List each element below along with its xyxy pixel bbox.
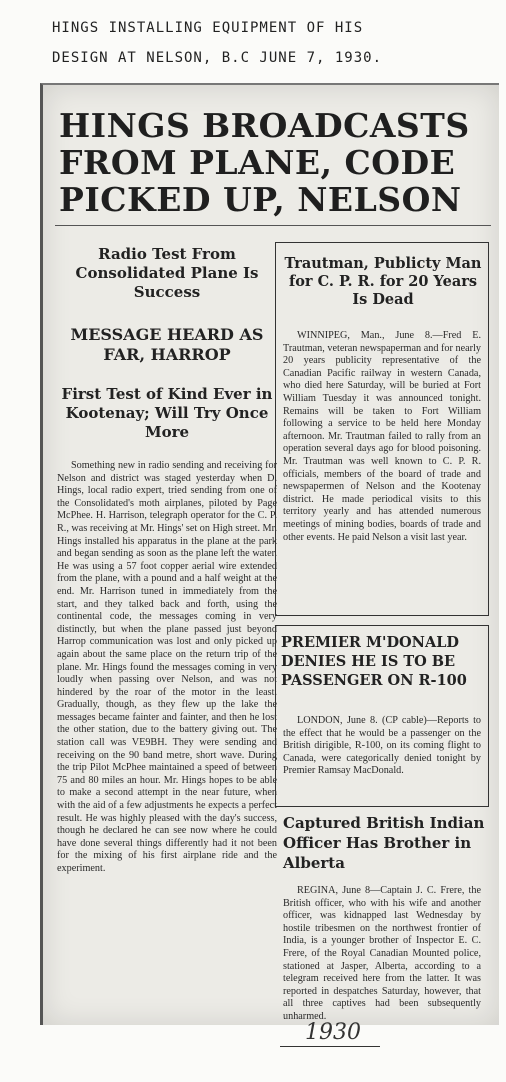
- trautman-text: WINNIPEG, Man., June 8.—Fred E. Trautman, veteran newspaperman and for nearly 20 years publicity representative of the Canadian Pacific railway in western Canada, who died here Saturday, will be buried at Fort William Tuesday it was announced tonight. Remains will be taken to Fort William following a service to be held here Monday afternoon. Mr. Trautman failed to rally from an operation several days ago for blood poisoning. Mr. Trautman was well known to C. P. R. officials, members of the board of trade and newspapermen of Nelson and the Kootenay district. He made periodical visits to this territory yearly and has attended numerous meetings of mining bodies, boards of trade and other events. He paid Nelson a visit last year.: [283, 330, 481, 543]
- main-headline: HINGS BROADCASTS FROM PLANE, CODE PICKED UP, NELSON: [59, 106, 470, 219]
- year-underline: [280, 1046, 380, 1047]
- trautman-body: [283, 330, 481, 610]
- british-text: REGINA, June 8—Captain J. C. Frere, the British officer, who with his wife and another officer, was kidnapped last Wednesday by hostile tribesmen on the northwest frontier of India, is a younger brother of Inspector E. C. Frere, of the Royal Canadian Mounted police, stationed at Jasper, Alberta, according to a telegram received here from the latter. It was reported in despatches Saturday, however, that all three captives had been subsequently unharmed.: [283, 885, 481, 1022]
- deck-message-heard: MESSAGE HEARD AS FAR, HARROP: [70, 325, 264, 364]
- deck-first-test: First Test of Kind Ever in Kootenay; Will Try Once More: [61, 385, 273, 441]
- main-story-text: Something new in radio sending and receiving for Nelson and district was staged yesterday when D. Hings, local radio expert, tried sending from one of the Consolidated's moth airplanes, piloted by Page McPhee. H. Harrison, telegraph operator for the C. P. R., was receiving at Mr. Hings' set on High street. Mr. Hings installed his apparatus in the plane at the park and began sending as soon as the plane left the water. He was using a 57 foot copper aerial wire extended from the plane, with a pound and a half weight at the end. Mr. Harrison tuned in immediately from the start, and they talked back and forth, using the continental code, the messages coming in very distinctly, but when the plane passed just beyond Harrop communication was lost and only picked up again about the same place on the return trip of the plane. Mr. Hings found the messages coming in very loudly when passing over Nelson, and was not hindered by the roar of the motor in the least. Gradually, though, as they flew up the lake the messages became fainter and fainter, and then he lost the other station, due to the battery giving out. The station call was VE9BH. They were sending and receiving on the 90 band metre, short wave. During the trip Pilot McPhee maintained a speed of between 75 and 80 miles an hour. Mr. Hings hopes to be able to make a second attempt in the near future, when with the aid of a few adjustments he expects a perfect result. He was highly pleased with the day's success, though he declared he can see now where he could have done several things differently had it not been for the mixing of his first airplane ride and the experiment.: [57, 460, 277, 874]
- deck-radio-test: Radio Test From Consolidated Plane Is Success: [75, 245, 259, 301]
- newspaper-clipping: [40, 83, 499, 1025]
- trautman-headline: Trautman, Publicty Man for C. P. R. for 20 Years Is Dead: [284, 255, 482, 308]
- handwritten-caption-line-2: DESIGN AT NELSON, B.C JUNE 7, 1930.: [52, 50, 383, 66]
- premier-body: [283, 715, 481, 800]
- british-headline: Captured British Indian Officer Has Brother in Alberta: [283, 814, 485, 872]
- premier-headline: PREMIER M'DONALD DENIES HE IS TO BE PASSENGER ON R-100: [281, 634, 467, 689]
- handwritten-year: 1930: [305, 1020, 361, 1045]
- premier-text: LONDON, June 8. (CP cable)—Reports to the effect that he would be a passenger on the British dirigible, R-100, on its coming flight to Canada, were categorically denied tonight by Premier Ramsay MacDonald.: [283, 715, 481, 777]
- handwritten-caption-line-1: HINGS INSTALLING EQUIPMENT OF HIS: [52, 20, 364, 36]
- main-story-body: [57, 460, 277, 1015]
- headline-rule: [55, 225, 491, 226]
- british-body: [283, 885, 481, 1022]
